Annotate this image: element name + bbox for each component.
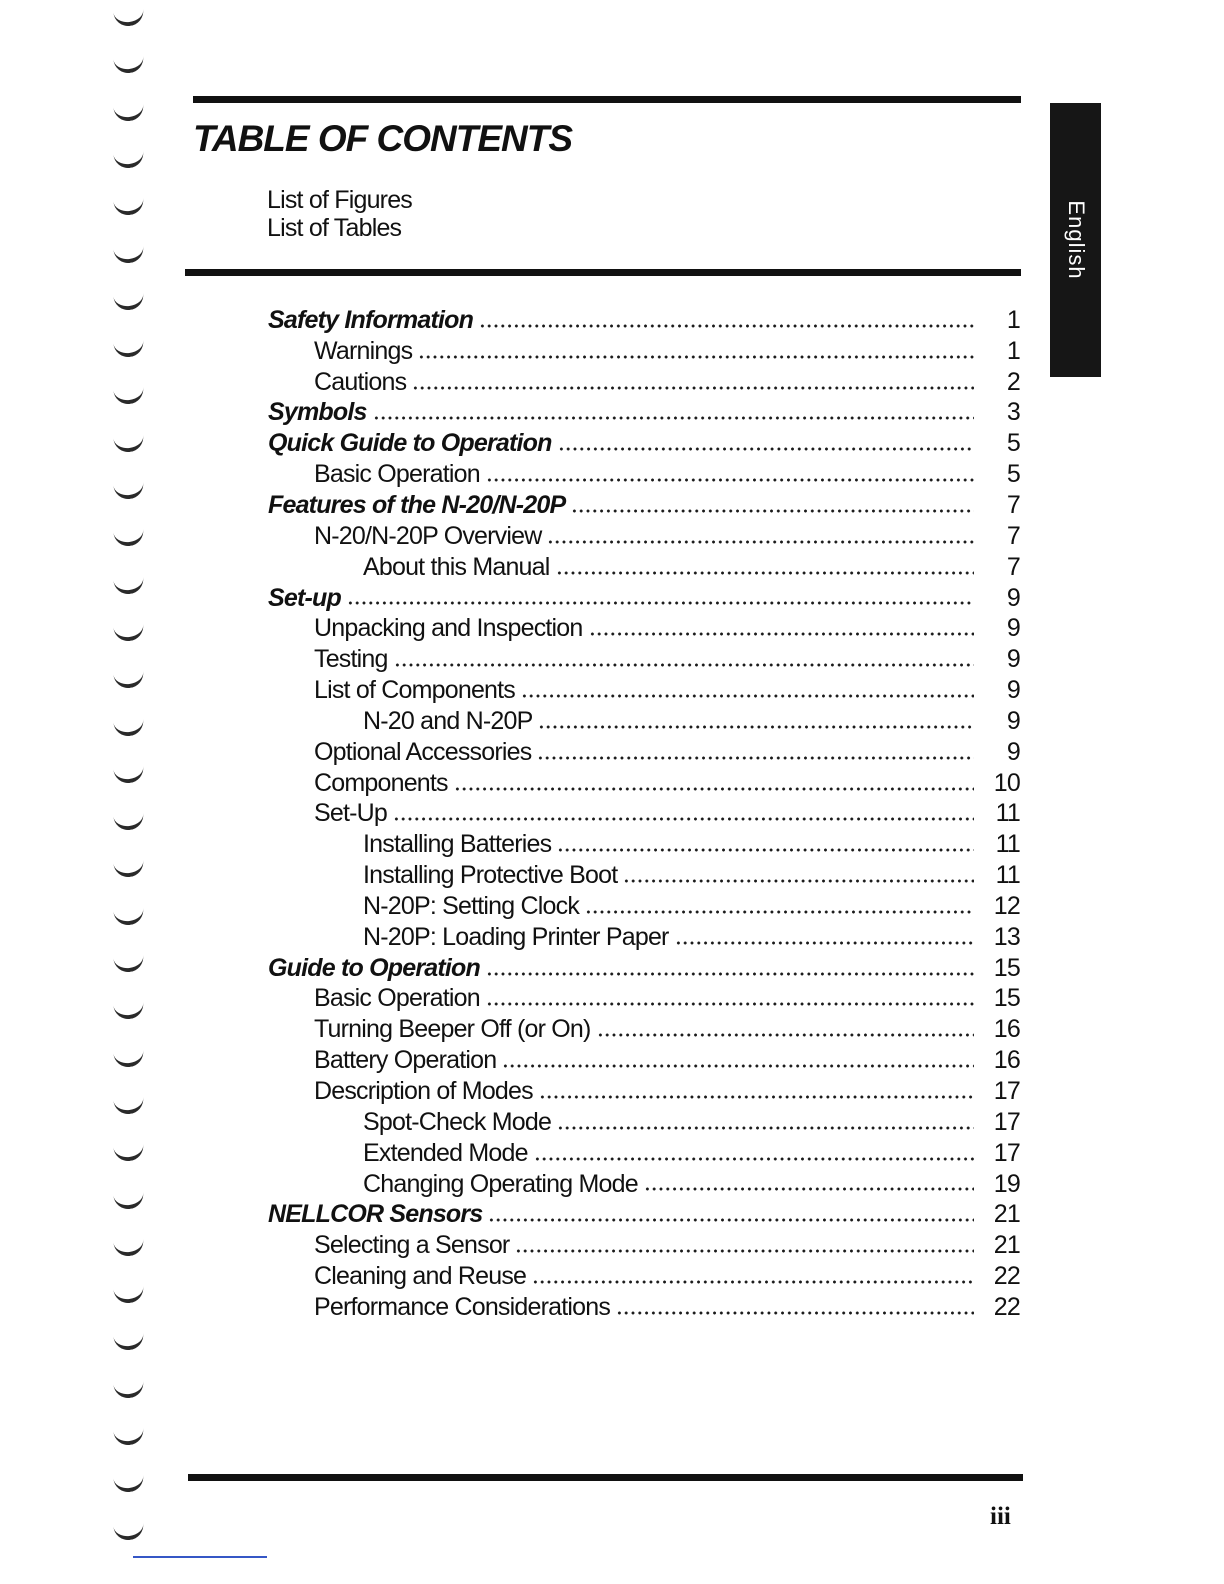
toc-entry-page: 9 (1006, 645, 1020, 674)
toc-entry-page: 9 (1006, 614, 1020, 643)
toc-entry-page: 7 (1006, 552, 1020, 581)
toc-entry[interactable] (268, 799, 1020, 830)
toc-entry[interactable] (268, 367, 1020, 398)
binding-hole-icon (113, 8, 145, 27)
dot-leader (454, 787, 974, 791)
binding-hole-icon (113, 1380, 145, 1399)
binding-hole-icon (113, 1427, 145, 1446)
toc-entry-page: 11 (995, 861, 1020, 890)
toc-entry-page: 5 (1006, 429, 1020, 458)
toc-entry[interactable] (268, 428, 1020, 459)
toc-entry-label: Warnings (314, 336, 413, 365)
toc-entry-page: 12 (993, 891, 1020, 920)
toc-entry[interactable] (268, 860, 1020, 891)
toc-entry-page: 9 (1006, 676, 1020, 705)
binding-hole-icon (113, 765, 145, 784)
toc-entry[interactable] (268, 1014, 1020, 1045)
dot-leader (412, 386, 974, 390)
toc-entry-label: List of Components (314, 676, 515, 705)
toc-entry-page: 9 (1006, 706, 1020, 735)
toc-entry-label: Basic Operation (314, 460, 480, 489)
toc-entry-label: Description of Modes (314, 1077, 533, 1106)
toc-entry[interactable] (268, 613, 1020, 644)
dot-leader (556, 571, 974, 575)
dot-leader (486, 478, 974, 482)
toc-entry-page: 11 (995, 799, 1020, 828)
binding-hole-icon (113, 56, 145, 75)
binding-hole-icon (113, 103, 145, 122)
dot-leader (486, 972, 974, 976)
toc-entry[interactable] (268, 1292, 1020, 1323)
dot-leader (479, 324, 974, 328)
toc-entry[interactable] (268, 1261, 1020, 1292)
toc-entry[interactable] (268, 1169, 1020, 1200)
toc-entry-label: Set-up (268, 583, 341, 612)
toc-entry-page: 21 (993, 1200, 1020, 1229)
dot-leader (538, 725, 974, 729)
section-rule (185, 269, 1021, 276)
binding-hole-icon (113, 150, 145, 169)
toc-entry[interactable] (268, 706, 1020, 737)
toc-entry-page: 13 (993, 922, 1020, 951)
toc-entry-label: Safety Information (268, 305, 474, 334)
toc-entry[interactable] (268, 1138, 1020, 1169)
toc-entry-page: 22 (993, 1292, 1020, 1321)
toc-entry-page: 9 (1006, 737, 1020, 766)
toc-entry-page: 22 (993, 1262, 1020, 1291)
toc-entry-page: 15 (993, 953, 1020, 982)
dot-leader (597, 1033, 974, 1037)
binding-hole-icon (113, 340, 145, 359)
toc-list (268, 305, 1020, 1323)
toc-entry-label: Unpacking and Inspection (314, 614, 583, 643)
toc-entry[interactable] (268, 521, 1020, 552)
binding-hole-icon (113, 434, 145, 453)
toc-entry-label: Installing Batteries (363, 830, 552, 859)
binding-hole-icon (113, 718, 145, 737)
dot-leader (589, 632, 975, 636)
spiral-binding (110, 10, 160, 1580)
toc-entry[interactable] (268, 583, 1020, 614)
toc-entry[interactable] (268, 675, 1020, 706)
toc-entry-page: 17 (993, 1077, 1020, 1106)
toc-entry-page: 9 (1006, 583, 1020, 612)
toc-entry-label: Features of the N-20/N-20P (268, 490, 566, 519)
toc-entry-label: Testing (314, 645, 388, 674)
binding-hole-icon (113, 907, 145, 926)
binding-hole-icon (113, 1475, 145, 1494)
dot-leader (616, 1311, 974, 1315)
dot-leader (418, 355, 974, 359)
binding-hole-icon (113, 623, 145, 642)
toc-entry-label: Guide to Operation (268, 953, 480, 982)
toc-entry-page: 7 (1006, 490, 1020, 519)
toc-entry[interactable] (268, 644, 1020, 675)
toc-entry-label: N-20P: Setting Clock (363, 891, 580, 920)
toc-entry-label: Installing Protective Boot (363, 861, 618, 890)
front-matter-item-tables[interactable]: List of Tables (267, 214, 402, 242)
toc-entry-label: Optional Accessories (314, 737, 532, 766)
toc-entry[interactable] (268, 490, 1020, 521)
toc-entry[interactable] (268, 1230, 1020, 1261)
toc-entry-label: Set-Up (314, 799, 388, 828)
binding-hole-icon (113, 1191, 145, 1210)
toc-entry[interactable] (268, 891, 1020, 922)
dot-leader (393, 817, 974, 821)
dot-leader (644, 1187, 974, 1191)
dot-leader (515, 1249, 974, 1253)
binding-hole-icon (113, 1144, 145, 1163)
toc-entry[interactable] (268, 1199, 1020, 1230)
toc-entry-page: 2 (1006, 367, 1020, 396)
toc-entry-label: Basic Operation (314, 984, 480, 1013)
toc-entry-label: N-20 and N-20P (363, 706, 533, 735)
toc-entry[interactable] (268, 1107, 1020, 1138)
binding-hole-icon (113, 292, 145, 311)
toc-entry[interactable] (268, 305, 1020, 336)
dot-leader (585, 910, 974, 914)
binding-hole-icon (113, 198, 145, 217)
toc-entry-page: 16 (993, 1046, 1020, 1075)
toc-entry[interactable] (268, 459, 1020, 490)
toc-entry-label: Quick Guide to Operation (268, 429, 552, 458)
binding-hole-icon (113, 1049, 145, 1068)
binding-hole-icon (113, 481, 145, 500)
toc-entry[interactable] (268, 737, 1020, 768)
bottom-rule (188, 1474, 1023, 1481)
toc-entry-page: 1 (1006, 336, 1020, 365)
binding-hole-icon (113, 1096, 145, 1115)
toc-entry-label: Selecting a Sensor (314, 1231, 510, 1260)
dot-leader (537, 756, 974, 760)
toc-entry-label: Cleaning and Reuse (314, 1262, 527, 1291)
toc-entry[interactable] (268, 552, 1020, 583)
binding-hole-icon (113, 245, 145, 264)
toc-entry[interactable] (268, 953, 1020, 984)
dot-leader (488, 1218, 974, 1222)
binding-hole-icon (113, 813, 145, 832)
toc-entry-page: 16 (993, 1015, 1020, 1044)
toc-entry[interactable] (268, 829, 1020, 860)
toc-entry-label: Components (314, 768, 448, 797)
toc-entry-label: Spot-Check Mode (363, 1107, 552, 1136)
dot-leader (675, 941, 974, 945)
binding-hole-icon (113, 954, 145, 973)
toc-entry-label: Extended Mode (363, 1138, 528, 1167)
top-rule (193, 96, 1021, 103)
dot-leader (394, 663, 974, 667)
toc-entry[interactable] (268, 768, 1020, 799)
dot-leader (547, 540, 974, 544)
dot-leader (532, 1280, 974, 1284)
toc-entry-label: Cautions (314, 367, 407, 396)
toc-entry[interactable] (268, 1076, 1020, 1107)
toc-entry-label: N-20/N-20P Overview (314, 521, 542, 550)
front-matter-item-figures[interactable]: List of Figures (267, 186, 413, 214)
front-matter-list (267, 186, 412, 242)
dot-leader (557, 848, 974, 852)
binding-hole-icon (113, 1522, 145, 1541)
dot-leader (373, 416, 974, 420)
toc-entry-page: 11 (995, 830, 1020, 859)
toc-entry-page: 7 (1006, 521, 1020, 550)
toc-entry[interactable] (268, 984, 1020, 1015)
page-number: iii (990, 1503, 1011, 1530)
toc-entry-page: 17 (993, 1138, 1020, 1167)
toc-entry[interactable] (268, 398, 1020, 429)
dot-leader (558, 447, 974, 451)
toc-entry[interactable] (268, 1045, 1020, 1076)
binding-hole-icon (113, 1238, 145, 1257)
dot-leader (539, 1095, 974, 1099)
binding-hole-icon (113, 529, 145, 548)
toc-entry-page: 17 (993, 1107, 1020, 1136)
toc-entry-label: Turning Beeper Off (or On) (314, 1015, 591, 1044)
page-title: TABLE OF CONTENTS (193, 118, 573, 159)
dot-leader (521, 694, 974, 698)
binding-hole-icon (113, 860, 145, 879)
binding-hole-icon (113, 387, 145, 406)
toc-entry-label: Symbols (268, 398, 367, 427)
toc-entry-page: 19 (993, 1169, 1020, 1198)
toc-entry-page: 3 (1006, 398, 1020, 427)
dot-leader (347, 601, 974, 605)
binding-hole-icon (113, 1002, 145, 1021)
scan-edge-line (133, 1556, 267, 1558)
toc-entry-label: Battery Operation (314, 1046, 497, 1075)
dot-leader (557, 1126, 974, 1130)
toc-entry-label: NELLCOR Sensors (268, 1200, 483, 1229)
toc-entry-page: 5 (1006, 460, 1020, 489)
dot-leader (486, 1002, 974, 1006)
toc-entry-label: Performance Considerations (314, 1292, 611, 1321)
binding-hole-icon (113, 576, 145, 595)
toc-entry-label: Changing Operating Mode (363, 1169, 638, 1198)
toc-entry-page: 15 (993, 984, 1020, 1013)
language-tab[interactable] (1050, 103, 1101, 377)
toc-entry-page: 21 (993, 1231, 1020, 1260)
binding-hole-icon (113, 1333, 145, 1352)
language-tab-label: English (1063, 200, 1089, 280)
dot-leader (534, 1157, 974, 1161)
dot-leader (623, 879, 974, 883)
toc-entry-page: 1 (1006, 305, 1020, 334)
binding-hole-icon (113, 1286, 145, 1305)
toc-entry-label: N-20P: Loading Printer Paper (363, 922, 669, 951)
binding-hole-icon (113, 671, 145, 690)
toc-entry-page: 10 (993, 768, 1020, 797)
dot-leader (571, 509, 974, 513)
toc-entry[interactable] (268, 922, 1020, 953)
toc-entry[interactable] (268, 336, 1020, 367)
toc-entry-label: About this Manual (363, 552, 550, 581)
dot-leader (502, 1064, 974, 1068)
